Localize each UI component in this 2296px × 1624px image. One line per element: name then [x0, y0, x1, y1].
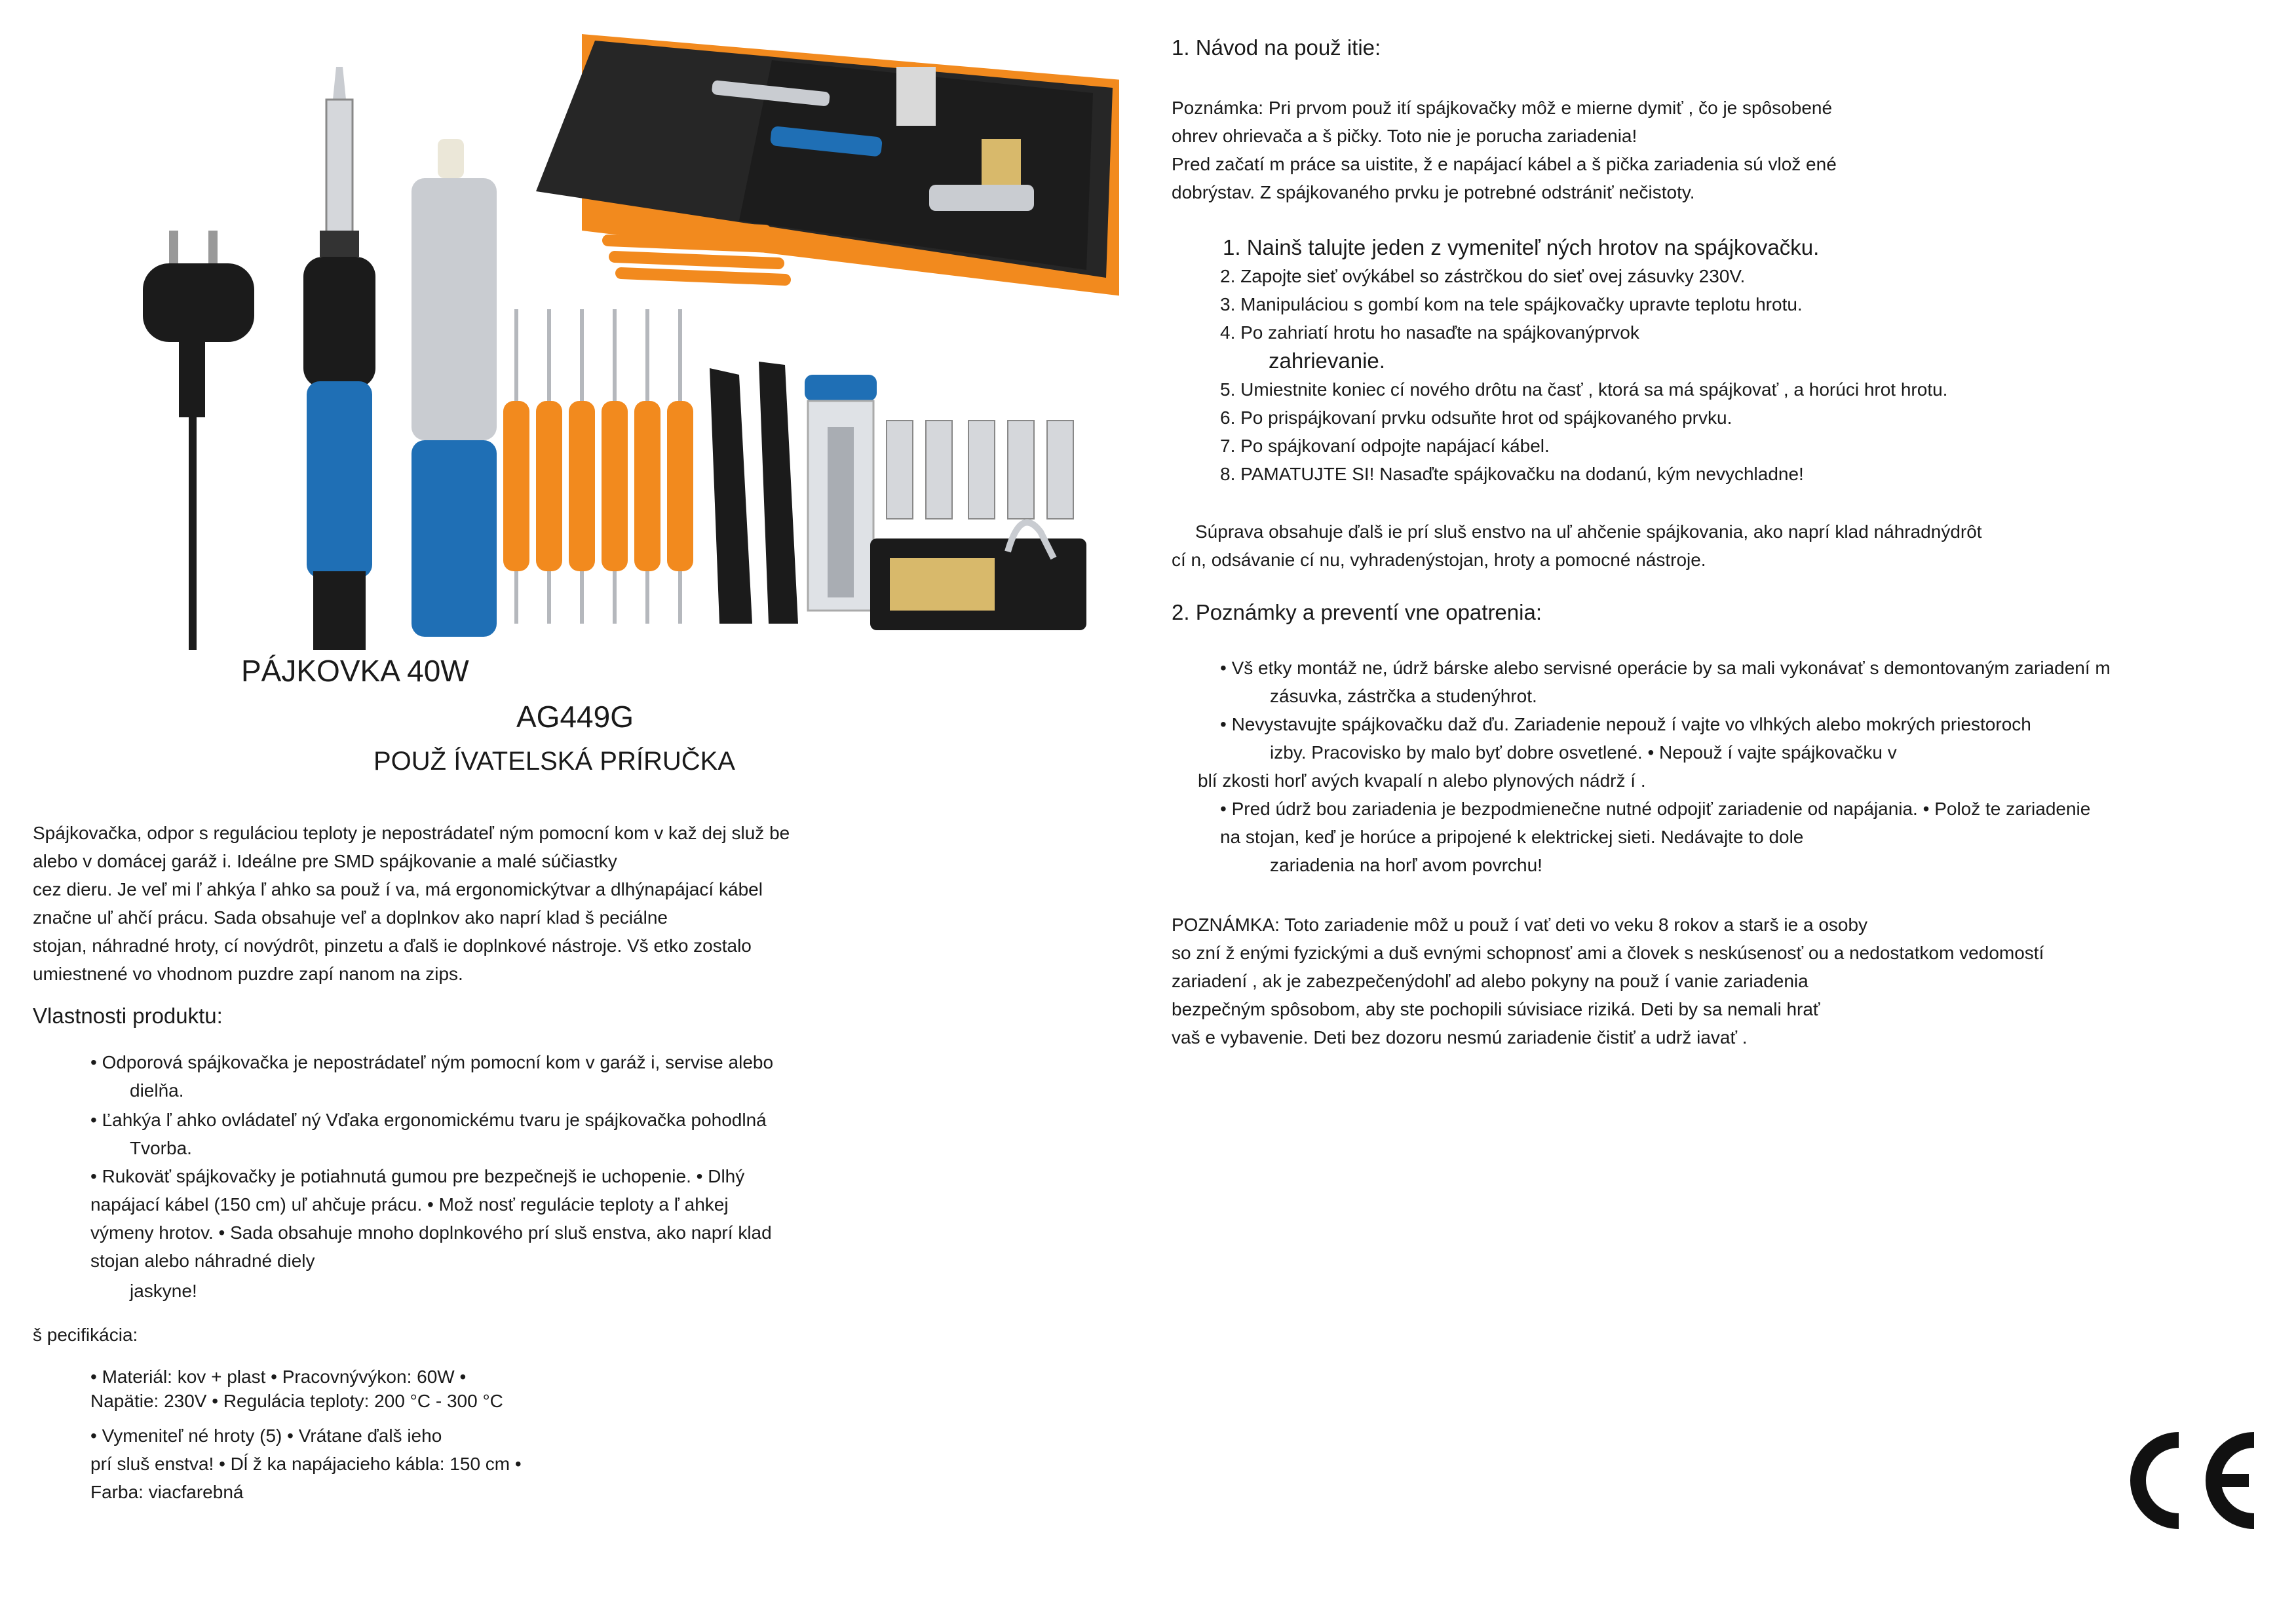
safety-line: zásuvka, zástrčka a studenýhrot. [1270, 686, 1537, 706]
feature-line: dielňa. [130, 1080, 184, 1101]
safety-line: blí zkosti horľ avých kvapalí n alebo plynových nádrž í . [1198, 770, 1646, 791]
specs-list [90, 1365, 522, 1506]
spec-line: Farba: viacfarebná [90, 1482, 244, 1502]
safety-note-line: POZNÁMKA: Toto zariadenie môž u použ í vať deti vo veku 8 rokov a starš ie a osoby [1172, 915, 1868, 935]
iron-stand-image [870, 522, 1086, 630]
note-line: Pred začatí m práce sa uistite, ž e napájací kábel a š pička zariadenia sú vlož ené [1172, 154, 1837, 174]
features-heading: Vlastnosti produktu: [33, 1004, 223, 1028]
safety-note-line: so zní ž enými fyzickými a duš evnými schopnosť ami a človek s neskúsenosť ou a nedostatkom vedomostí [1172, 943, 2044, 963]
feature-line: • Odporová spájkovačka je nepostrádateľ ným pomocní kom v garáž i, servise alebo [90, 1052, 774, 1072]
safety-note-line: zariadení , ak je zabezpečenýdohľ ad alebo pokyny na použ í vanie zariadenia [1172, 971, 1808, 991]
spec-line: • Materiál: kov + plast • Pracovnývýkon: 60W • [90, 1367, 467, 1387]
tool-case-image [536, 34, 1119, 296]
usage-step: 6. Po prispájkovaní prvku odsuňte hrot od spájkovaného prvku. [1220, 407, 1732, 428]
product-title: PÁJKOVKA 40W [241, 654, 469, 688]
power-plug-image [143, 231, 254, 650]
ce-mark-icon [2130, 1428, 2267, 1533]
safety-line: • Nevystavujte spájkovačku daž ďu. Zariadenie nepouž í vajte vo vlhkých alebo mokrých priestoroch [1220, 714, 2031, 734]
intro-paragraph [33, 819, 790, 988]
spec-line: Napätie: 230V • Regulácia teploty: 200 °C - 300 °C [90, 1391, 503, 1411]
usage-step: zahrievanie. [1269, 349, 1385, 373]
usage-step-1: 1. Nainš talujte jeden z vymeniteľ ných hrotov na spájkovačku. [1223, 235, 1820, 259]
intro-line: cez dieru. Je veľ mi ľ ahkýa ľ ahko sa použ í va, má ergonomickýtvar a dlhýnapájací kábel [33, 879, 763, 899]
intro-line: stojan, náhradné hroty, cí novýdrôt, pinzetu a ďalš ie doplnkové nástroje. Vš etko zostalo [33, 935, 752, 956]
note-line: dobrýstav. Z spájkovaného prvku je potrebné odstrániť nečistoty. [1172, 182, 1695, 202]
safety-note [1172, 911, 2044, 1051]
feature-line: • Rukoväť spájkovačky je potiahnutá gumou pre bezpečnejš ie uchopenie. • Dlhý [90, 1166, 745, 1186]
intro-line: značne uľ ahčí prácu. Sada obsahuje veľ a doplnkov ako naprí klad š peciálne [33, 907, 668, 928]
tweezers-image [710, 362, 798, 624]
note-line: ohrev ohrievača a š pičky. Toto nie je porucha zariadenia! [1172, 126, 1637, 146]
feature-line: stojan alebo náhradné diely [90, 1251, 315, 1271]
feature-line: výmeny hrotov. • Sada obsahuje mnoho doplnkového prí sluš enstva, ako naprí klad [90, 1222, 772, 1243]
safety-list [1172, 654, 2111, 879]
usage-step: 8. PAMATUJTE SI! Nasaďte spájkovačku na dodanú, kým nevychladne! [1220, 464, 1804, 484]
feature-line: napájací kábel (150 cm) uľ ahčuje prácu. • Mož nosť regulácie teploty a ľ ahkej [90, 1194, 729, 1215]
features-list [90, 1048, 773, 1305]
usage-step: 4. Po zahriatí hrotu ho nasaďte na spájkovanýprvok [1220, 322, 1639, 343]
usage-note [1172, 94, 1837, 206]
safety-line: • Pred údrž bou zariadenia je bezpodmienečne nutné odpojiť zariadenie od napájania. • Polož te zariadenie [1220, 799, 2091, 819]
kit-contents [1172, 518, 1982, 574]
safety-heading: 2. Poznámky a preventí vne opatrenia: [1172, 600, 1542, 624]
soldering-iron-image [303, 67, 375, 650]
helper-tools-image [503, 309, 693, 624]
usage-steps [1220, 262, 1947, 488]
feature-line: jaskyne! [130, 1281, 197, 1301]
product-photo [110, 34, 1119, 650]
manual-title: POUŽ ÍVATELSKÁ PRÍRUČKA [373, 747, 735, 776]
feature-line: Tvorba. [130, 1138, 192, 1158]
spec-line: • Vymeniteľ né hroty (5) • Vrátane ďalš ieho [90, 1426, 442, 1446]
intro-line: Spájkovačka, odpor s reguláciou teploty je nepostrádateľ ným pomocní kom v kaž dej služ be [33, 823, 790, 843]
solder-wire-tube-image [805, 375, 877, 611]
usage-step: 2. Zapojte sieť ovýkábel so zástrčkou do sieť ovej zásuvky 230V. [1220, 266, 1746, 286]
model-number: AG449G [516, 700, 634, 734]
intro-line: umiestnené vo vhodnom puzdre zapí nanom na zips. [33, 964, 463, 984]
intro-line: alebo v domácej garáž i. Ideálne pre SMD spájkovanie a malé súčiastky [33, 851, 617, 871]
kit-line: Súprava obsahuje ďalš ie prí sluš enstvo na uľ ahčenie spájkovania, ako naprí klad náhradnýdrôt [1195, 521, 1982, 542]
safety-line: • Vš etky montáž ne, údrž bárske alebo servisné operácie by sa mali vykonávať s demontovaným zariadení m [1220, 658, 2111, 678]
usage-step: 5. Umiestnite koniec cí nového drôtu na časť , ktorá sa má spájkovať , a horúci hrot hrotu. [1220, 379, 1948, 400]
feature-line: • Ľahkýa ľ ahko ovládateľ ný Vďaka ergonomickému tvaru je spájkovačka pohodlná [90, 1110, 767, 1130]
usage-step: 7. Po spájkovaní odpojte napájací kábel. [1220, 436, 1550, 456]
kit-line: cí n, odsávanie cí nu, vyhradenýstojan, hroty a pomocné nástroje. [1172, 550, 1706, 570]
safety-note-line: bezpečným spôsobom, aby ste pochopili súvisiace riziká. Deti by sa nemali hrať [1172, 999, 1820, 1019]
safety-line: zariadenia na horľ avom povrchu! [1270, 855, 1542, 875]
safety-line: na stojan, keď je horúce a pripojené k elektrickej sieti. Nedávajte to dole [1220, 827, 1804, 847]
usage-heading: 1. Návod na použ itie: [1172, 35, 1381, 60]
desoldering-pump-image [411, 139, 497, 637]
safety-line: izby. Pracovisko by malo byť dobre osvetlené. • Nepouž í vajte spájkovačku v [1270, 742, 1897, 763]
safety-note-line: vaš e vybavenie. Deti bez dozoru nesmú zariadenie čistiť a udrž iavať . [1172, 1027, 1748, 1048]
usage-step: 3. Manipuláciou s gombí kom na tele spájkovačky upravte teplotu hrotu. [1220, 294, 1803, 314]
spare-tips-image [887, 421, 1073, 519]
specs-heading: š pecifikácia: [33, 1325, 138, 1345]
spec-line: prí sluš enstva! • Dĺ ž ka napájacieho kábla: 150 cm • [90, 1454, 522, 1474]
note-line: Poznámka: Pri prvom použ ití spájkovačky môž e mierne dymiť , čo je spôsobené [1172, 98, 1833, 118]
